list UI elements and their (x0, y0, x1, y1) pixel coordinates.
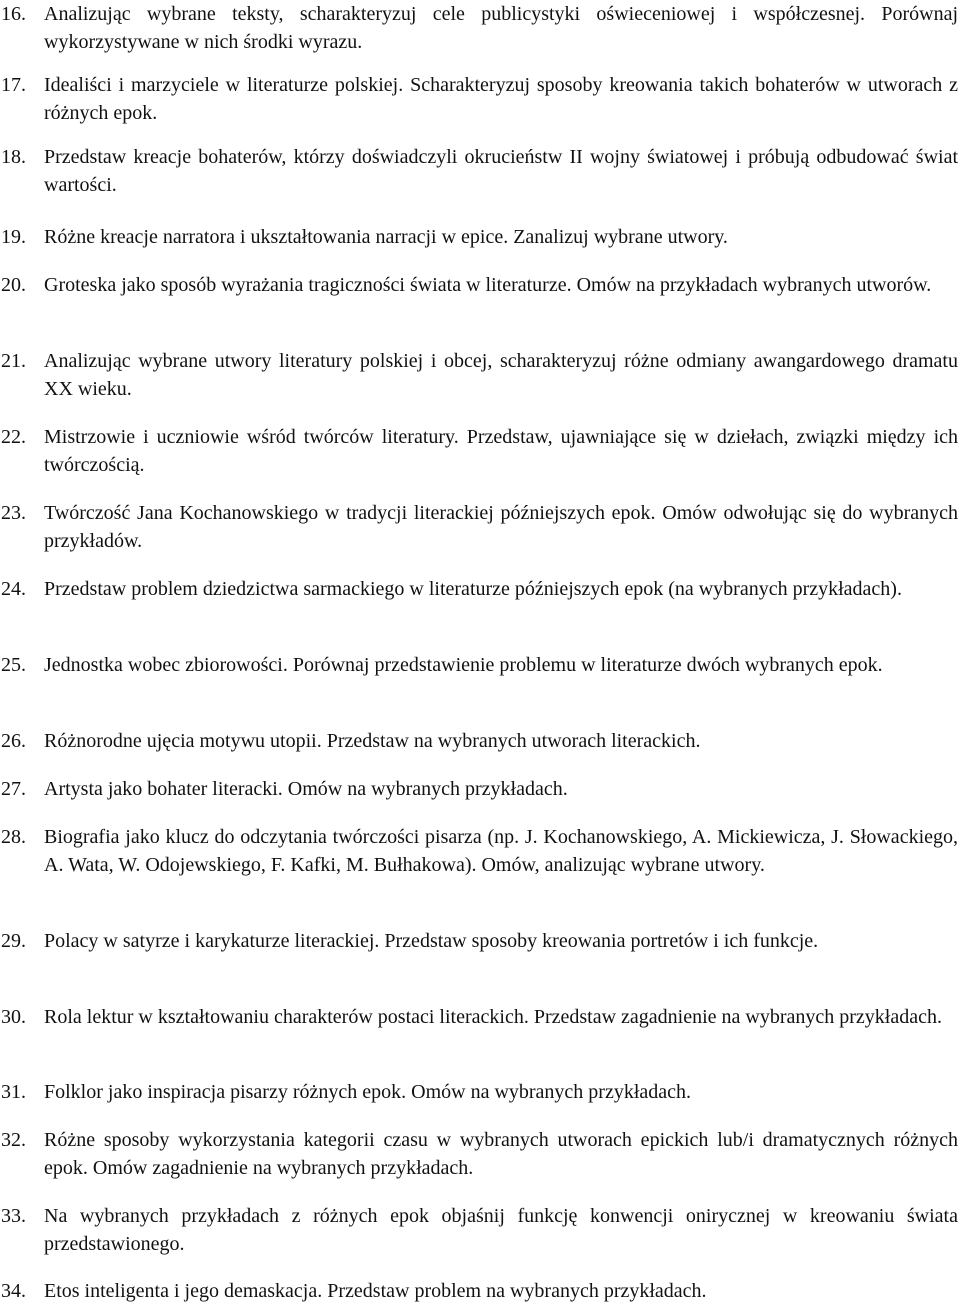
item-text: Analizując wybrane teksty, scharakteryzuj cele publicystyki oświeceniowej i współczesnej. Porównaj wykorzystywane w nich środki wyrazu. (44, 3, 958, 53)
list-item (0, 651, 960, 679)
item-number: 33. (1, 1205, 26, 1227)
list-item (0, 271, 960, 299)
list-item (0, 1003, 960, 1031)
item-text: Analizując wybrane utwory literatury polskiej i obcej, scharakteryzuj różne odmiany awangardowego dramatu XX wieku. (44, 350, 958, 400)
list-item (0, 499, 960, 555)
item-number: 32. (1, 1129, 26, 1151)
item-text: Biografia jako klucz do odczytania twórczości pisarza (np. J. Kochanowskiego, A. Mickiewicza, J. Słowackiego, A. Wata, W. Odojewskiego, F. Kafki, M. Bułhakowa). Omów, analizując wybrane utwory. (44, 826, 958, 876)
item-text: Jednostka wobec zbiorowości. Porównaj przedstawienie problemu w literaturze dwóch wybranych epok. (44, 654, 883, 676)
item-text: Na wybranych przykładach z różnych epok objaśnij funkcję konwencji onirycznej w kreowaniu świata przedstawionego. (44, 1205, 958, 1255)
item-number: 22. (1, 426, 26, 448)
item-number: 30. (1, 1006, 26, 1028)
item-number: 20. (1, 274, 26, 296)
item-text: Różne sposoby wykorzystania kategorii czasu w wybranych utworach epickich lub/i dramatycznych różnych epok. Omów zagadnienie na wybranych przykładach. (44, 1129, 958, 1179)
item-text: Przedstaw problem dziedzictwa sarmackiego w literaturze późniejszych epok (na wybranych przykładach). (44, 578, 902, 600)
item-number: 24. (1, 578, 26, 600)
list-item (0, 71, 960, 127)
list-item (0, 223, 960, 251)
item-number: 26. (1, 730, 26, 752)
list-item (0, 1126, 960, 1182)
item-text: Różnorodne ujęcia motywu utopii. Przedstaw na wybranych utworach literackich. (44, 730, 701, 752)
list-item (0, 347, 960, 403)
item-text: Groteska jako sposób wyrażania tragiczności świata w literaturze. Omów na przykładach wybranych utworów. (44, 274, 932, 296)
list-item (0, 727, 960, 755)
item-text: Etos inteligenta i jego demaskacja. Przedstaw problem na wybranych przykładach. (44, 1280, 707, 1302)
list-item (0, 775, 960, 803)
item-text: Różne kreacje narratora i ukształtowania narracji w epice. Zanalizuj wybrane utwory. (44, 226, 728, 248)
item-text: Idealiści i marzyciele w literaturze polskiej. Scharakteryzuj sposoby kreowania takich bohaterów w utworach z różnych epok. (44, 74, 958, 124)
list-item (0, 575, 960, 603)
item-number: 17. (1, 74, 26, 96)
list-item (0, 1078, 960, 1106)
item-number: 29. (1, 930, 26, 952)
item-number: 18. (1, 146, 26, 168)
item-number: 34. (1, 1280, 26, 1302)
item-number: 25. (1, 654, 26, 676)
item-text: Przedstaw kreacje bohaterów, którzy doświadczyli okrucieństw II wojny światowej i próbują odbudować świat wartości. (44, 146, 958, 196)
list-item (0, 927, 960, 955)
item-text: Rola lektur w kształtowaniu charakterów postaci literackich. Przedstaw zagadnienie na wybranych przykładach. (44, 1006, 942, 1028)
item-number: 31. (1, 1081, 26, 1103)
item-text: Folklor jako inspiracja pisarzy różnych epok. Omów na wybranych przykładach. (44, 1081, 692, 1103)
item-number: 23. (1, 502, 26, 524)
item-number: 19. (1, 226, 26, 248)
list-item (0, 1202, 960, 1258)
item-number: 28. (1, 826, 26, 848)
item-text: Twórczość Jana Kochanowskiego w tradycji literackiej późniejszych epok. Omów odwołując się do wybranych przykładów. (44, 502, 958, 552)
list-item (0, 0, 960, 56)
item-number: 21. (1, 350, 26, 372)
item-text: Polacy w satyrze i karykaturze literackiej. Przedstaw sposoby kreowania portretów i ich funkcje. (44, 930, 819, 952)
item-number: 27. (1, 778, 26, 800)
item-text: Artysta jako bohater literacki. Omów na wybranych przykładach. (44, 778, 568, 800)
item-text: Mistrzowie i uczniowie wśród twórców literatury. Przedstaw, ujawniające się w dziełach, związki między ich twórczością. (44, 426, 958, 476)
item-number: 16. (1, 3, 26, 25)
list-item (0, 423, 960, 479)
list-item (0, 143, 960, 199)
list-item (0, 1277, 960, 1305)
list-item (0, 823, 960, 879)
